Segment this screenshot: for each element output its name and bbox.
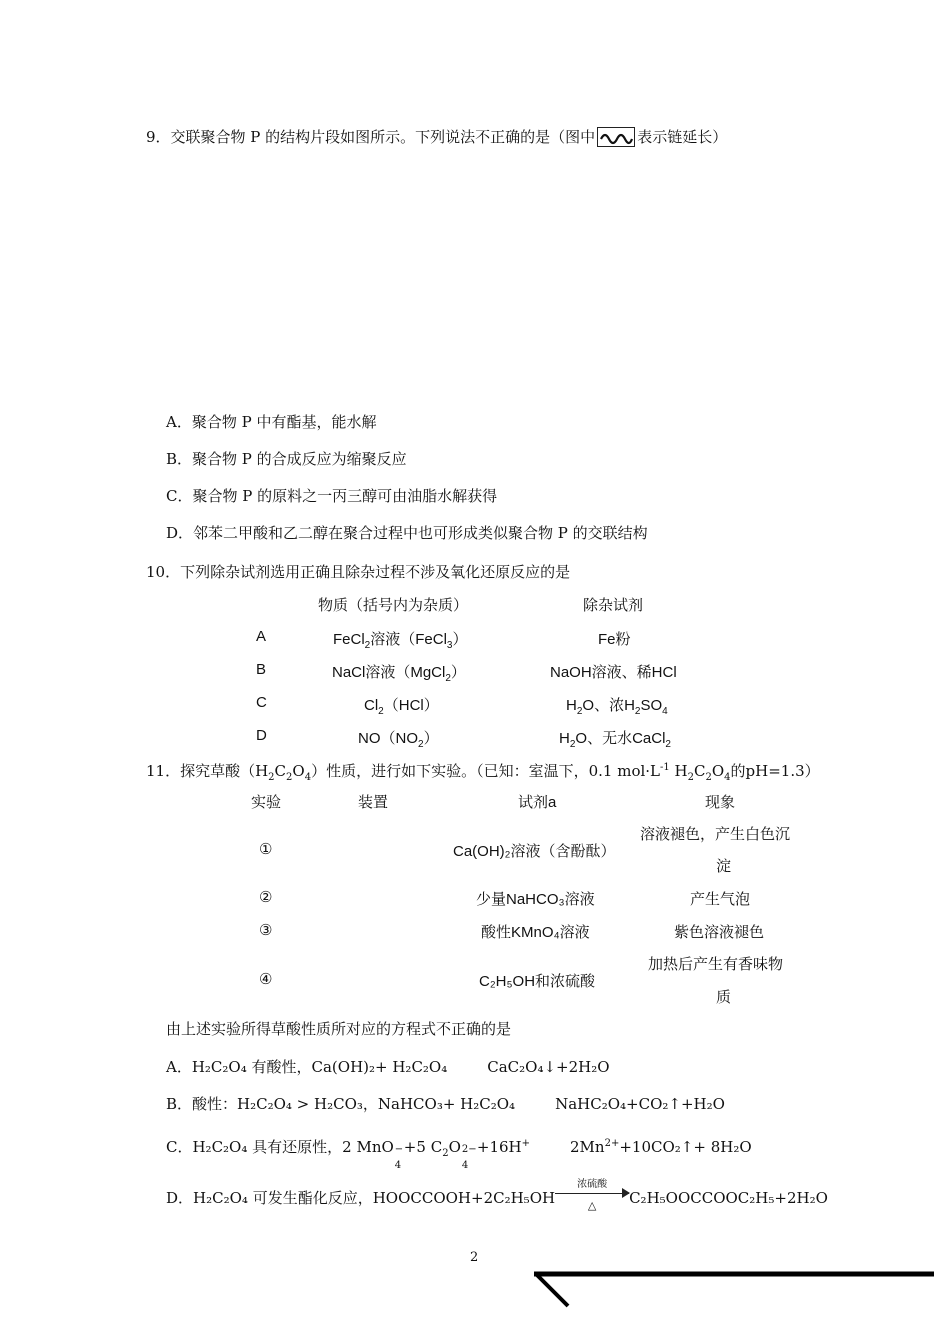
q11-row-1-reagent: Ca(OH)₂溶液（含酚酞） bbox=[453, 843, 616, 860]
q10-row-a-label: A bbox=[256, 628, 267, 645]
q11-option-b: B．酸性：H₂C₂O₄ > H₂CO₃，NaHCO₃+ H₂C₂O₄ NaHC₂O₄+CO₂↑+H₂O bbox=[166, 1095, 725, 1113]
q10-row-d-substance: $NO(NO_2)$ bbox=[358, 730, 439, 750]
q10-row-a-reagent: Fe粉 bbox=[598, 631, 631, 648]
q10-header-substance: 物质（括号内为杂质） bbox=[318, 596, 469, 614]
q10-stem: 10．下列除杂试剂选用正确且除杂过程不涉及氧化还原反应的是 bbox=[146, 563, 571, 581]
q11-row-3-num: ③ bbox=[259, 921, 273, 939]
q11-row-1-phenomenon: 溶液褪色，产生白色沉 bbox=[640, 825, 791, 843]
q9-option-a: A．聚合物 P 中有酯基，能水解 bbox=[166, 413, 377, 431]
q9-option-d: D．邻苯二甲酸和乙二醇在聚合过程中也可形成类似聚合物 P 的交联结构 bbox=[166, 524, 648, 542]
q11-row-4-phenomenon-cont: 质 bbox=[716, 988, 732, 1006]
q11-row-1-num: ① bbox=[259, 840, 273, 858]
reaction-arrow-icon: 浓硫酸 △ bbox=[555, 1185, 629, 1205]
q11-stem: 11．探究草酸$(H_2C_2O_4)$性质，进行如下实验。（已知：室温下，0.1 $mol\cdot L^{-1}$ $H_2C_2O_4$的pH=1.3） bbox=[146, 762, 820, 783]
q11-header-reagent: 试剂a bbox=[518, 794, 557, 811]
q11-option-d: D．H₂C₂O₄ 可发生酯化反应，HOOCCOOH+2C₂H₅OH 浓硫酸 △ C₂H₅OOCCOOC₂H₅+2H₂O bbox=[166, 1179, 828, 1212]
q10-row-b-label: B bbox=[256, 661, 267, 678]
q11-option-a: A．H₂C₂O₄ 有酸性，Ca(OH)₂+ H₂C₂O₄ CaC₂O₄↓+2H₂O bbox=[166, 1058, 610, 1076]
q11-row-1-phenomenon-cont: 淀 bbox=[716, 857, 732, 875]
q9-option-b: B．聚合物 P 的合成反应为缩聚反应 bbox=[166, 450, 407, 468]
q11-row-4-num: ④ bbox=[259, 970, 273, 988]
q10-row-b-reagent: NaOH溶液、稀HCl bbox=[550, 664, 677, 681]
q11-option-c: C．H₂C₂O₄ 具有还原性，2 MnO − 4 +5 $C_2O$ 2− 4 +16H+ $2Mn^{2+}+10CO_2↑+ 8H_2O$ bbox=[166, 1138, 752, 1171]
q11-row-2-reagent: 少量NaHCO₃溶液 bbox=[476, 891, 595, 908]
q11-header-experiment: 实验 bbox=[251, 793, 282, 811]
chain-extension-icon bbox=[597, 127, 635, 147]
q9-option-c: C．聚合物 P 的原料之一丙三醇可由油脂水解获得 bbox=[166, 487, 498, 505]
q11-header-apparatus: 装置 bbox=[358, 793, 389, 811]
q10-row-d-label: D bbox=[256, 727, 267, 744]
q11-header-phenomenon: 现象 bbox=[705, 793, 736, 811]
page-number: 2 bbox=[470, 1250, 479, 1265]
q10-row-c-substance: $Cl_2(HCl)$ bbox=[364, 697, 439, 717]
corner-bracket-decoration bbox=[530, 1268, 940, 1314]
q10-row-b-substance: NaCl溶液（MgCl$_2$） bbox=[332, 664, 466, 684]
q11-row-4-reagent: C₂H₅OH和浓硫酸 bbox=[479, 973, 596, 990]
q10-header-reagent: 除杂试剂 bbox=[583, 596, 644, 614]
q11-conclusion: 由上述实验所得草酸性质所对应的方程式不正确的是 bbox=[166, 1020, 512, 1038]
q9-stem: 9．交联聚合物 P 的结构片段如图所示。下列说法不正确的是（图中 表示链延长） bbox=[146, 128, 728, 146]
q11-row-4-phenomenon: 加热后产生有香味物 bbox=[648, 955, 784, 973]
q11-row-3-reagent: 酸性KMnO₄溶液 bbox=[481, 924, 590, 941]
q11-row-3-phenomenon: 紫色溶液褪色 bbox=[674, 923, 765, 941]
q10-row-a-substance: FeCl$_2$溶液（FeCl$_3$） bbox=[333, 631, 468, 651]
q10-row-c-reagent: $H_2O$、浓$H_2SO_4$ bbox=[566, 697, 668, 717]
q11-row-2-num: ② bbox=[259, 888, 273, 906]
q10-row-d-reagent: $H_2O$、无水CaCl$_2$ bbox=[559, 730, 671, 750]
q10-row-c-label: C bbox=[256, 694, 267, 711]
q11-row-2-phenomenon: 产生气泡 bbox=[690, 890, 751, 908]
